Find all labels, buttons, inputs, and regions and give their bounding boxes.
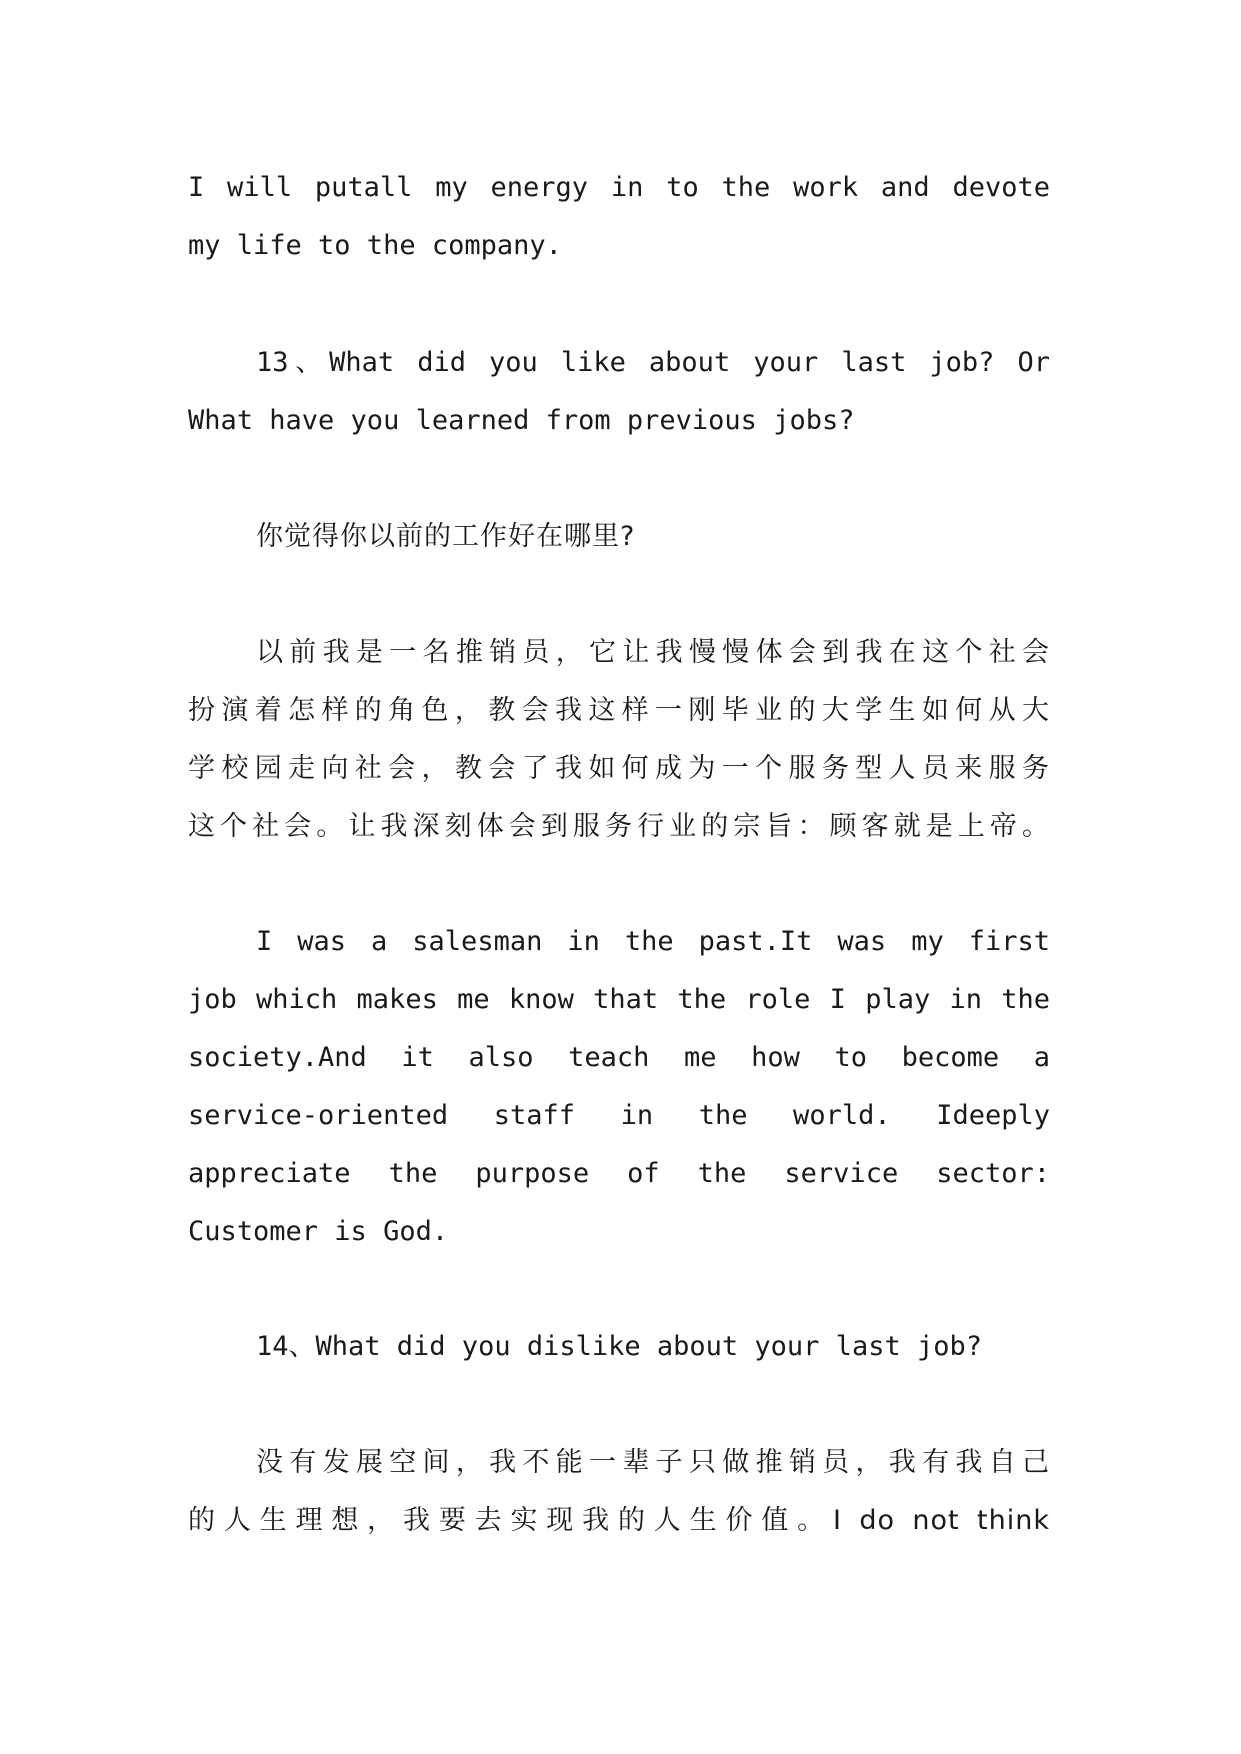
english-paragraph-line: job which makes me know that the role I play in the xyxy=(188,984,1050,1015)
chinese-paragraph-line: 以前我是一名推销员，它让我慢慢体会到我在这个社会 xyxy=(256,637,1050,668)
chinese-paragraph-line: 这个社会。让我深刻体会到服务行业的宗旨：顾客就是上帝。 xyxy=(188,811,1050,842)
chinese-question-line: 你觉得你以前的工作好在哪里? xyxy=(256,521,636,552)
chinese-paragraph-line: 学校园走向社会，教会了我如何成为一个服务型人员来服务 xyxy=(188,753,1050,784)
paragraph-line: my life to the company. xyxy=(188,230,562,261)
mixed-paragraph-line: 的人生理想，我要去实现我的人生价值。I do not think xyxy=(188,1505,1050,1536)
question-heading-14: 14、What did you dislike about your last job? xyxy=(256,1331,982,1362)
english-paragraph-line: society.And it also teach me how to become a xyxy=(188,1042,1050,1073)
question-heading-13: 13、What did you like about your last job? Or xyxy=(256,347,1050,378)
question-heading-13-cont: What have you learned from previous jobs? xyxy=(188,405,855,436)
english-paragraph-line: service-oriented staff in the world. Ideeply xyxy=(188,1100,1050,1131)
english-paragraph-line: Customer is God. xyxy=(188,1216,449,1247)
paragraph-line: I will putall my energy in to the work and devote xyxy=(188,172,1050,203)
english-paragraph-line: appreciate the purpose of the service sector: xyxy=(188,1158,1050,1189)
mixed-paragraph-line: 没有发展空间，我不能一辈子只做推销员，我有我自己 xyxy=(256,1447,1050,1478)
chinese-paragraph-line: 扮演着怎样的角色，教会我这样一刚毕业的大学生如何从大 xyxy=(188,695,1050,726)
english-paragraph-line: I was a salesman in the past.It was my first xyxy=(256,926,1050,957)
